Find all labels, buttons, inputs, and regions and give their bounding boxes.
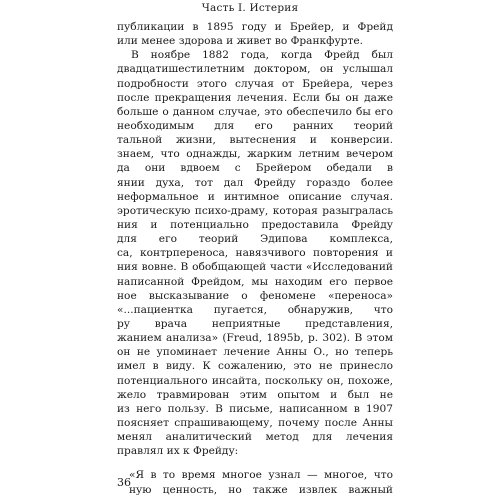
text-line: больше о данном случае, это обеспечило бы его [117, 105, 393, 118]
text-line: янии духа, тот дал Фрейду гораздо более [117, 176, 393, 189]
text-line: публикации в 1895 году и Брейер, и Фрейд [117, 21, 393, 33]
text-line: он не упоминает лечение Анны О., но теперь [117, 346, 393, 359]
text-line: для его теорий Эдипова комплекса, [117, 233, 393, 246]
text-line: неформальное и интимное описание случая. [117, 190, 393, 203]
text-line: или менее здорова и живет во Франкфурте. [117, 35, 363, 48]
text-line: потенциального инсайта, поскольку он, похоже, [117, 374, 393, 387]
text-line: ру врача неприятные представления, [117, 317, 393, 330]
text-line: написанной Фрейдом, мы находим его первое [117, 275, 393, 288]
text-line: подробности этого случая от Брейера, через [117, 77, 393, 90]
text-line: правлял их к Фрейду: [117, 445, 239, 458]
text-line: двадцатишестилетним доктором, он услышал [117, 63, 393, 76]
text-line: после прекращения лечения. Если бы он даже [117, 91, 393, 104]
body-text [117, 20, 393, 497]
paragraph-gap [117, 458, 393, 468]
text-line: из него пользу. В письме, написанном в 1907 [117, 402, 393, 415]
text-line: ния и потенциально предоставила Фрейду [117, 218, 393, 231]
text-line: ния вовне. В обобщающей части «Исследований [117, 261, 393, 274]
text-line: да они вдвоем с Брейером обедали в [117, 162, 393, 175]
text-line: «...пациентка пугается, обнаружив, что [117, 303, 393, 316]
text-line: жанием анализа» (Freud, 1895b, p. 302). В этом [117, 332, 393, 345]
paragraph-start-line: В ноябре 1882 года, когда Фрейд был [131, 49, 393, 62]
text-line: менял аналитический метод для лечения [117, 431, 393, 444]
block-quote [129, 468, 393, 496]
text-line: знаем, что однажды, жарким летним вечером [117, 148, 393, 161]
quote-line: «Я в то время многое узнал — многое, что [129, 469, 393, 482]
text-line: ное высказывание о феномене «переноса» [117, 289, 393, 302]
text-line: са, контрпереноса, навязчивого повторения и [117, 247, 393, 260]
text-line: тальной жизни, вытеснения и конверсии. [117, 134, 393, 147]
quote-line: ную ценность, но также извлек важный [129, 483, 393, 496]
text-line: имел в виду. К сожалению, это не принесло [117, 360, 393, 373]
text-line: эротическую психо-драму, которая разыгралась [117, 204, 393, 217]
page-number: 36 [117, 476, 131, 489]
text-line: поясняет спрашивающему, почему после Анны [117, 416, 393, 429]
text-line: необходимым для его ранних теорий [117, 119, 393, 132]
text-line: жело травмирован этим опытом и был не [117, 388, 393, 401]
running-head: Часть I. Истерия [201, 2, 299, 14]
